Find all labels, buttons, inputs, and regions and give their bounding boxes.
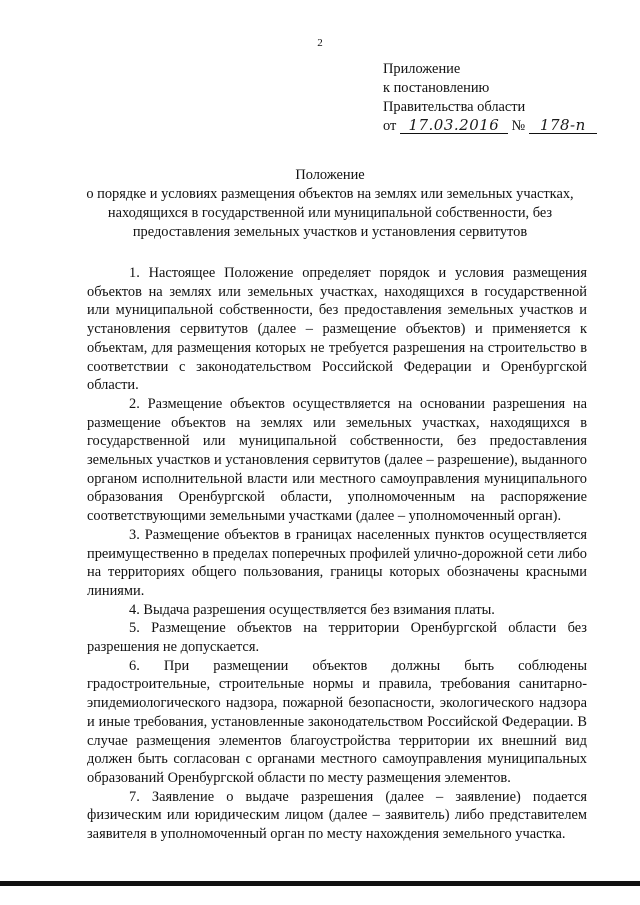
paragraph-4: 4. Выдача разрешения осуществляется без взимания платы.: [129, 601, 495, 618]
scan-bottom-edge: [0, 881, 640, 886]
paragraph-1: 1. Настоящее Положение определяет порядок и условия размещения объектов на землях или земельных участках, находящихся в государственной или муниципальной собственности, без предоставления земельных участков и установления сервитутов (далее – размещение объектов) и применяется к объектам, для размещения которых не требуется разрешения на строительство в соответствии с законодательством Российской Федерации и Оренбургской области.: [87, 265, 587, 394]
paragraph-7: 7. Заявление о выдаче разрешения (далее – заявление) подается физическим или юридическим лицом (далее – заявитель) либо представителем заявителя в уполномоченный орган по месту нахождения земельного участка.: [87, 788, 587, 843]
appendix-date-line: [383, 117, 623, 136]
appendix-title: Приложение: [383, 61, 461, 77]
title-subtitle: о порядке и условиях размещения объектов на землях или земельных участках, находящихся в государственной или муниципальной собственности, без предоставления земельных участков и установления сервитутов: [86, 186, 574, 240]
appendix-ref-government: Правительства области: [383, 99, 526, 115]
handwritten-number: 178-п: [529, 118, 597, 134]
page-number: 2: [317, 37, 323, 49]
appendix-block: [383, 60, 623, 136]
document-body: [87, 264, 587, 844]
title-heading: Положение: [295, 167, 365, 183]
paragraph-6: 6. При размещении объектов должны быть соблюдены градостроительные, строительные нормы и правила, требования санитарно-эпидемиологического надзора, пожарной безопасности, экологического надзора и иные требования, установленные законодательством Российской Федерации. В случае размещения элементов благоустройства территории их внешний вид должен быть согласован с органами местного самоуправления муниципальных образований Оренбургской области по месту размещения элементов.: [87, 657, 587, 786]
number-sign: №: [511, 118, 526, 134]
date-prefix: от: [383, 118, 397, 134]
appendix-ref-decree: к постановлению: [383, 80, 490, 96]
paragraph-3: 3. Размещение объектов в границах населенных пунктов осуществляется преимущественно в пределах поперечных профилей улично-дорожной сети либо на территориях общего пользования, границы которых обозначены красными линиями.: [87, 526, 587, 599]
paragraph-5: 5. Размещение объектов на территории Оренбургской области без разрешения не допускается.: [87, 620, 587, 656]
handwritten-date: 17.03.2016: [400, 118, 508, 134]
document-title: [60, 166, 600, 242]
paragraph-2: 2. Размещение объектов осуществляется на основании разрешения на размещение объектов на землях или земельных участках, находящихся в государственной или муниципальной собственности, без предоставления земельных участков и установления сервитутов (далее – разрешение), выданного органом исполнительной власти или местного самоуправления муниципального образования Оренбургской области, уполномоченным на распоряжение соответствующими земельными участками (далее – уполномоченный орган).: [87, 395, 587, 525]
